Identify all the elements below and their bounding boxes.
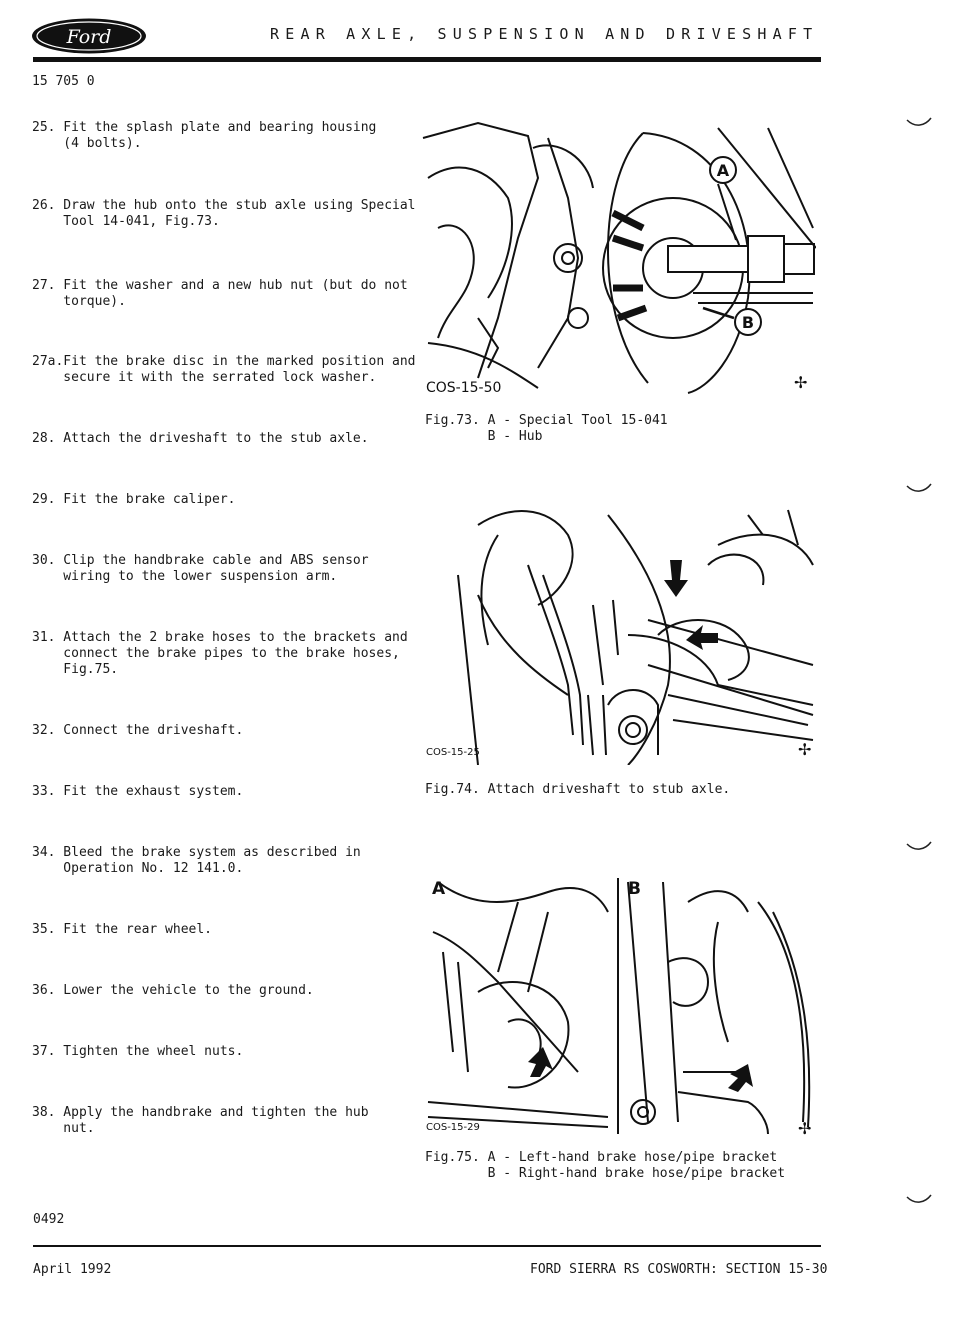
step-28: 28. Attach the driveshaft to the stub axle. [32, 431, 369, 446]
page-code: 0492 [33, 1212, 65, 1227]
step-36: 36. Lower the vehicle to the ground. [32, 983, 314, 998]
header-rule [33, 57, 821, 62]
figure-73-code: COS-15-50 [426, 380, 502, 396]
operation-number: 15 705 0 [32, 74, 95, 89]
step-31: 31. Attach the 2 brake hoses to the brackets and connect the brake pipes to the brake hoses, Fig.75. [32, 630, 408, 677]
step-33: 33. Fit the exhaust system. [32, 784, 244, 799]
figure-73-mark: ✢ [794, 373, 808, 392]
footer-date: April 1992 [33, 1262, 112, 1277]
binding-margin-mark [905, 840, 933, 854]
footer-section: FORD SIERRA RS COSWORTH: SECTION 15-30 [530, 1262, 828, 1277]
footer-rule [33, 1245, 821, 1247]
figure-75-caption: Fig.75. A - Left-hand brake hose/pipe bracket B - Right-hand brake hose/pipe bracket [425, 1150, 786, 1181]
figure-73-caption: Fig.73. A - Special Tool 15-041 B - Hub [425, 413, 668, 444]
figure-75-brake-hose-brackets-illustration [418, 872, 816, 1140]
step-35: 35. Fit the rear wheel. [32, 922, 213, 937]
step-38: 38. Apply the handbrake and tighten the hub nut. [32, 1105, 369, 1136]
figure-74-driveshaft-illustration [418, 505, 816, 765]
figure-74-code: COS-15-25 [426, 747, 480, 758]
binding-margin-mark [905, 116, 933, 130]
step-27a: 27a.Fit the brake disc in the marked position and secure it with the serrated lock washer. [32, 354, 416, 385]
figure-73-callout-b: B [741, 313, 755, 332]
figure-75-label-a: A [432, 879, 446, 899]
figure-73-callout-a: A [716, 161, 730, 180]
page-header-title: REAR AXLE, SUSPENSION AND DRIVESHAFT [270, 25, 819, 43]
step-30: 30. Clip the handbrake cable and ABS sensor wiring to the lower suspension arm. [32, 553, 369, 584]
figure-74-caption: Fig.74. Attach driveshaft to stub axle. [425, 782, 731, 797]
step-32: 32. Connect the driveshaft. [32, 723, 244, 738]
step-26: 26. Draw the hub onto the stub axle using Special Tool 14-041, Fig.73. [32, 198, 416, 229]
step-37: 37. Tighten the wheel nuts. [32, 1044, 244, 1059]
figure-75-mark: ✢ [798, 1119, 812, 1138]
step-29: 29. Fit the brake caliper. [32, 492, 236, 507]
binding-margin-mark [905, 1193, 933, 1207]
figure-75-code: COS-15-29 [426, 1122, 480, 1133]
figure-75-label-b: B [628, 879, 641, 899]
figure-74-mark: ✢ [798, 740, 812, 759]
binding-margin-mark [905, 482, 933, 496]
figure-73-hub-tool-illustration [418, 118, 816, 398]
step-25: 25. Fit the splash plate and bearing housing (4 bolts). [32, 120, 377, 151]
step-27: 27. Fit the washer and a new hub nut (but do not torque). [32, 278, 408, 309]
ford-logo [30, 17, 148, 55]
step-34: 34. Bleed the brake system as described in Operation No. 12 141.0. [32, 845, 361, 876]
ford-logo-text: Ford [66, 26, 112, 48]
